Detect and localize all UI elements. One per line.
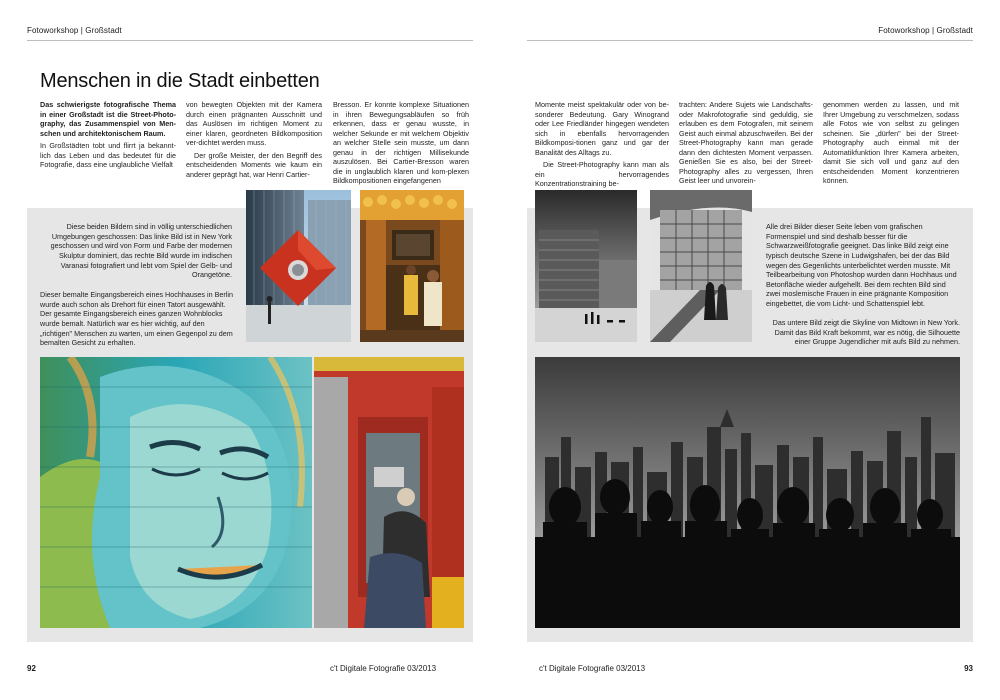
photo-skyline-silhouettes — [535, 357, 960, 628]
running-head-left: Fotoworkshop | Großstadt — [27, 26, 122, 35]
photo-bw-building-silhouettes — [535, 190, 637, 342]
page-number-left: 92 — [27, 664, 36, 673]
text-column-1 — [40, 100, 176, 173]
body-paragraph: In Großstädten tobt und flirrt ja bekannt-lich das Leben und das bedeutet für die Fotografie, dass eine unglaubliche Vielfalt — [40, 141, 176, 169]
photo-red-cube-sculpture — [246, 190, 351, 342]
body-paragraph: trachten: Andere Sujets wie Landschafts- oder Makrofotografie sind geduldig, sie erlauben es dem Fotografen, mit seinem Geist auch einmal abzuschweifen. Bei der Street-Photography kann man gerade dann den dichtesten Moment verpassen. Genießen Sie es also, bei der Street-Photography alles zu vergessen, Ihren Geist leer und unvorein- — [679, 100, 813, 185]
photo-varanasi-street — [360, 190, 464, 342]
text-column-3 — [333, 100, 469, 189]
body-paragraph: genommen werden zu lassen, und mit Ihrer Umgebung zu verschmelzen, sodass alle Fotos wie von selbst zu gelingen scheinen. Sie „dürfen" bei der Street-Photography auch einmal mit der Automatikfunktion Ihrer Kamera arbeiten, damit Sie sich voll und ganz auf den entscheidenden Moment konzentrieren können. — [823, 100, 959, 185]
lead-paragraph: Das schwierigste fotografische Thema in einer Großstadt ist die Street-Photo-graphy, das Zusammenspiel von Men-schen und architektonischem Raum. — [40, 100, 176, 138]
photo-mural-face — [40, 357, 312, 628]
magazine-footer-left: c't Digitale Fotografie 03/2013 — [330, 664, 437, 673]
caption-top-right: Alle drei Bilder dieser Seite leben vom grafischen Formenspiel und sind deshalb besser für die Schwarzweißfotografie geeignet. Das linke Bild zeigt eine typisch deutsche Szene in Ludwigshafen, bei der das Bild wegen des Gegenlichts unterbelichtet werden musste. Mit Teilbearbeitung von Photoshop wurden dann Hochhaus und Betonfläche wieder aufgehellt. Bei dem rechten Bild sind zwei moslemische Frauen in eine prägnante Komposition eingebettet, die vom Licht- und Schattenspiel lebt. — [766, 222, 957, 309]
text-column-6 — [823, 100, 959, 189]
magazine-footer-right: c't Digitale Fotografie 03/2013 — [539, 664, 646, 673]
top-rule-right — [527, 40, 973, 41]
running-head-right: Fotoworkshop | Großstadt — [878, 26, 973, 35]
body-paragraph: Der große Meister, der den Begriff des entscheidenden Moments wie kaum ein anderer geprägt hat, war Henri Cartier- — [186, 150, 322, 179]
body-paragraph: Bresson. Er konnte komplexe Situationen in ihren Bewegungsabläufen so früh erkennen, dass er genau wusste, in welcher Sekunde er mit welchem Objektiv an welcher Stelle sein musste, um dann genau in der richtigen Millisekunde auszulösen. Bei Cartier-Bresson waren die in unglaublich klaren und kom-plexen Bildkompositionen eingefangenen — [333, 100, 469, 185]
caption-top-left: Diese beiden Bildern sind in völlig unterschiedlichen Umgebungen geschossen: Das linke Bild ist in New York geschossen und wird von Form und Farbe der modernen Skulptur dominiert, das rechte Bild wurde im indischen Varanasi fotografiert und lebt vom Spiel der Gelb- und Orangetöne. — [50, 222, 232, 280]
text-column-5 — [679, 100, 813, 189]
body-paragraph: Momente meist spektakulär oder von be-sonderer Bedeutung. Gary Winogrand oder Lee Friedländer hingegen wendeten sich in ebenfalls hervorragenden Bildkomposi-tionen ganz und gar der Banalität des Alltags zu. — [535, 100, 669, 157]
page-number-right: 93 — [964, 664, 973, 673]
photo-bw-two-women — [650, 190, 752, 342]
text-column-4 — [535, 100, 669, 192]
body-paragraph: Die Street-Photography kann man als ein hervorragendes Konzentrationstraining be- — [535, 160, 669, 188]
top-rule-left — [27, 40, 473, 41]
caption-skyline: Das untere Bild zeigt die Skyline von Midtown in New York. Damit das Bild Kraft bekommt, war es nötig, die Silhouette einer Gruppe Jugendlicher mit aufs Bild zu nehmen. — [772, 318, 960, 347]
page-headline: Menschen in die Stadt einbetten — [40, 70, 320, 92]
photo-red-door-woman — [314, 357, 464, 628]
text-column-2 — [186, 100, 322, 182]
caption-mural: Dieser bemalte Eingangsbereich eines Hochhauses in Berlin wurde auch schon als Drehort für einen Tatort ausgewählt. Der gesamte Eingangsbereich eines ganzen Wohnblocks wurde bemalt. Natürlich war es hier wichtig, auf den „richtigen" Menschen zu warten, um einen Gegenpol zu dem bemalten Gesicht zu erhalten. — [40, 290, 233, 348]
body-paragraph: von bewegten Objekten mit der Kamera durch einen prägnanten Ausschnitt und das Auslösen im richtigen Moment zu einer klaren, geordneten Bildkomposition ver-dichtet werden muss. — [186, 100, 322, 147]
